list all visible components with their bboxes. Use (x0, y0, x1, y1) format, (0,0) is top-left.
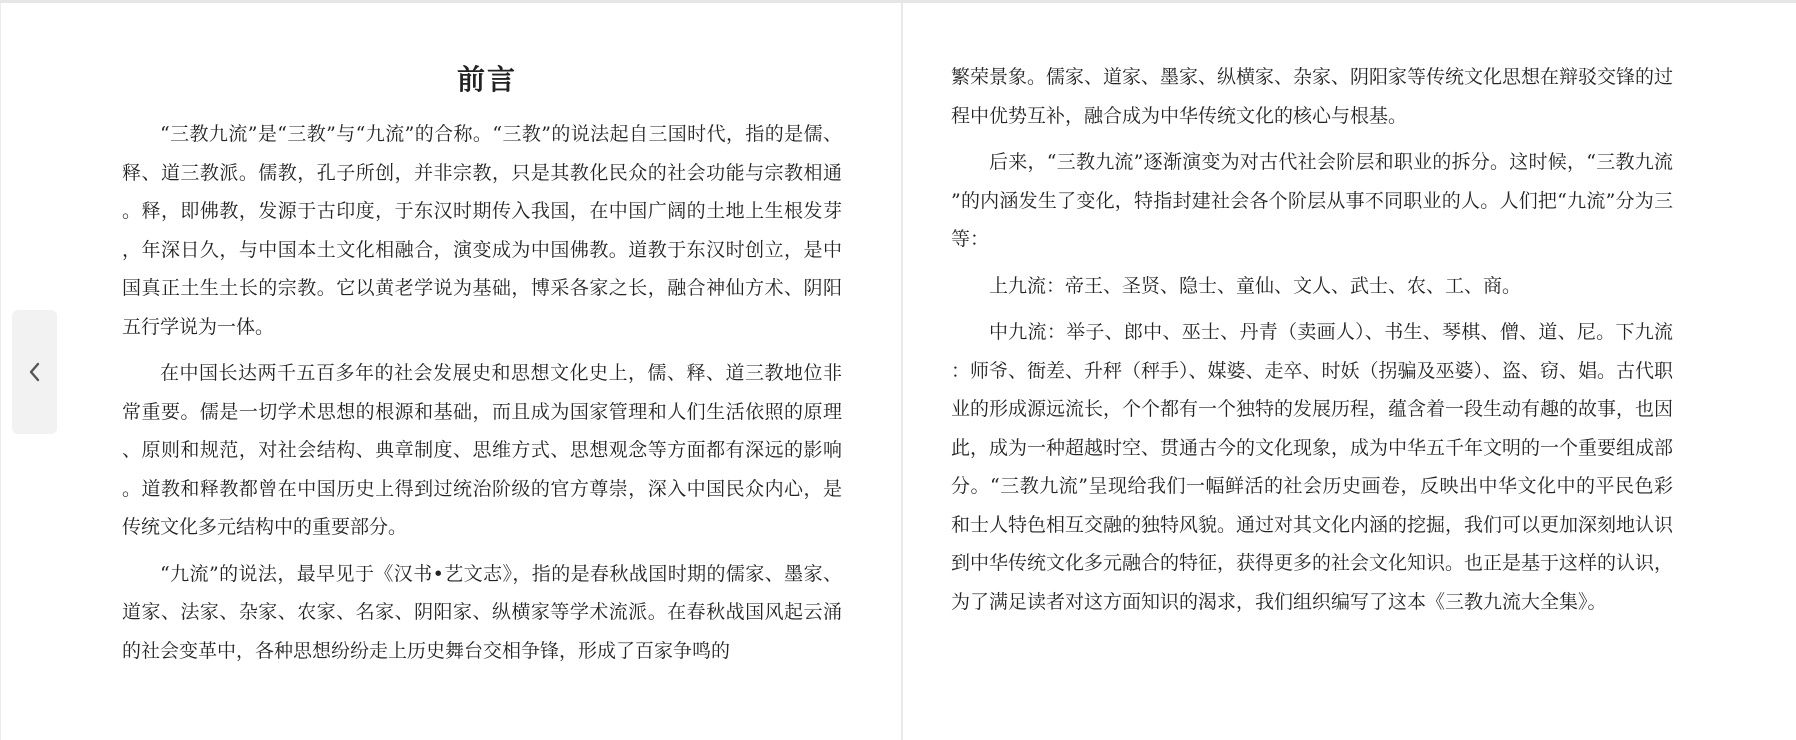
right-page-body (951, 58, 1673, 621)
paragraph: 中九流：举子、郎中、巫士、丹青（卖画人）、书生、琴棋、僧、道、尼。下九流：师爷、衙差、升秤（秤手）、媒婆、走卒、时妖（拐骗及巫婆）、盗、窃、娼。古代职业的形成源远流长，个个都有一个独特的发展历程，蕴含着一段生动有趣的故事，也因此，成为一种超越时空、贯通古今的文化现象，成为中华五千年文明的一个重要组成部分。“三教九流”呈现给我们一幅鲜活的社会历史画卷，反映出中华文化中的平民色彩和士人特色相互交融的独特风貌。通过对其文化内涵的挖掘，我们可以更加深刻地认识到中华传统文化多元融合的特征，获得更多的社会文化知识。也正是基于这样的认识，为了满足读者对这方面知识的渴求，我们组织编写了这本《三教九流大全集》。 (951, 321, 1674, 613)
paragraph-continued: 繁荣景象。儒家、道家、墨家、纵横家、杂家、阴阳家等传统文化思想在辩驳交锋的过程中优势互补，融合成为中华传统文化的核心与根基。 (951, 66, 1674, 127)
paragraph: “三教九流”是“三教”与“九流”的合称。“三教”的说法起自三国时代，指的是儒、释、道三教派。儒教，孔子所创，并非宗教，只是其教化民众的社会功能与宗教相通。释，即佛教，发源于古印度，于东汉时期传入我国，在中国广阔的土地上生根发芽，年深日久，与中国本土文化相融合，演变成为中国佛教。道教于东汉时创立，是中国真正土生土长的宗教。它以黄老学说为基础，博采各家之长，融合神仙方术、阴阳五行学说为一体。 (122, 123, 842, 338)
paragraph: 后来，“三教九流”逐渐演变为对古代社会阶层和职业的拆分。这时候，“三教九流”的内涵发生了变化，特指封建社会各个阶层从事不同职业的人。人们把“九流”分为三等： (951, 151, 1673, 250)
chevron-left-icon (27, 361, 43, 383)
paragraph: “九流”的说法，最早见于《汉书•艺文志》，指的是春秋战国时期的儒家、墨家、道家、法家、杂家、农家、名家、阴阳家、纵横家等学术流派。在春秋战国风起云涌的社会变革中，各种思想纷纷走上历史舞台交相争锋，形成了百家争鸣的 (122, 562, 842, 662)
left-page-body (122, 115, 842, 670)
paragraph: 在中国长达两千五百多年的社会发展史和思想文化史上，儒、释、道三教地位非常重要。儒是一切学术思想的根源和基础，而且成为国家管理和人们生活依照的原理、原则和规范，对社会结构、典章制度、思维方式、思想观念等方面都有深远的影响。道教和释教都曾在中国历史上得到过统治阶级的官方尊崇，深入中国民众内心，是传统文化多元结构中的重要部分。 (122, 362, 842, 538)
book-spine-divider (901, 3, 903, 740)
page-title: 前言 (456, 63, 517, 96)
top-border (0, 0, 1796, 3)
paragraph: 上九流：帝王、圣贤、隐士、童仙、文人、武士、农、工、商。 (989, 274, 1522, 297)
left-border (0, 3, 1, 740)
previous-page-button[interactable] (12, 310, 57, 434)
